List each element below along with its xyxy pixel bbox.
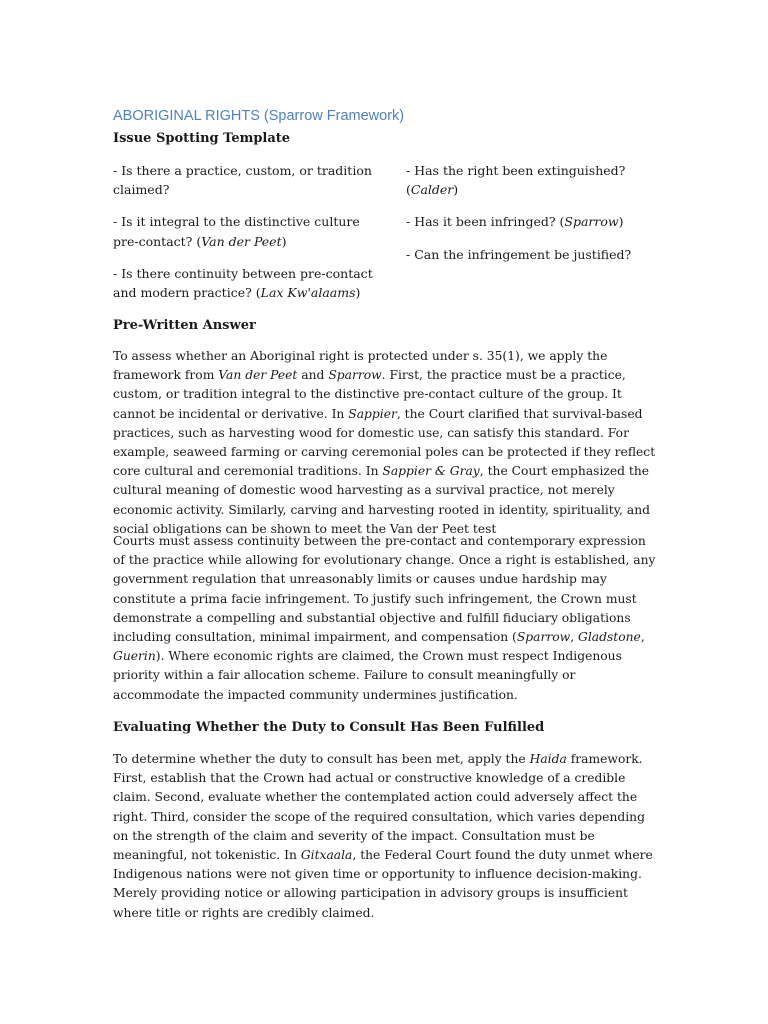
question-item: - Is it integral to the distinctive culture pre-contact? (Van der Peet) bbox=[113, 214, 360, 249]
paragraph-duty-to-consult: To determine whether the duty to consult has been met, apply the Haida framework. First, establish that the Crown had actual or constructive knowledge of a credible claim. Second, evaluate whether the contemplated action could adversely affect the right. Third, consider the scope of the required consultation, which varies depending on the strength of the claim and severity of the impact. Consultation must be meaningful, not tokenistic. In Gitxaala, the Federal Court found the duty unmet where Indigenous nations were not given time or opportunity to influence decision-making. Merely providing notice or allowing participation in advisory groups is insufficient where title or rights are credibly claimed. bbox=[113, 752, 653, 920]
section-heading-prewritten: Pre-Written Answer bbox=[113, 318, 256, 333]
question-item: - Is there continuity between pre-contact and modern practice? (Lax Kw'alaams) bbox=[113, 265, 373, 301]
questions-left-column bbox=[113, 161, 378, 315]
question-item: - Is there a practice, custom, or tradition claimed? bbox=[113, 163, 372, 198]
question-item: - Can the infringement be justified? bbox=[406, 246, 632, 262]
questions-right-column bbox=[406, 161, 676, 277]
document-subtitle: Issue Spotting Template bbox=[113, 131, 291, 146]
paragraph-framework: To assess whether an Aboriginal right is protected under s. 35(1), we apply the framework from Van der Peet and Sparrow. First, the practice must be a practice, custom, or tradition integral to the distinctive pre-contact culture of the group. It cannot be incidental or derivative. In Sappier, the Court clarified that survival-based practices, such as harvesting wood for domestic use, can satisfy this standard. For example, seaweed farming or carving ceremonial poles can be protected if they reflect core cultural and ceremonial traditions. In Sappier & Gray, the Court emphasized the cultural meaning of domestic wood harvesting as a survival practice, not merely economic activity. Similarly, carving and harvesting rooted in identity, spirituality, and social obligations can be shown to meet the Van der Peet test bbox=[113, 349, 656, 536]
question-item: - Has the right been extinguished? (Calder) bbox=[406, 163, 626, 198]
paragraph-continuity: Courts must assess continuity between the pre-contact and contemporary expression of the practice while allowing for evolutionary change. Once a right is established, any government regulation that unreasonably limits or causes undue hardship may constitute a prima facie infringement. To justify such infringement, the Crown must demonstrate a compelling and substantial objective and fulfill fiduciary obligations including consultation, minimal impairment, and compensation (Sparrow, Gladstone, Guerin). Where economic rights are claimed, the Crown must respect Indigenous priority within a fair allocation scheme. Failure to consult meaningfully or accommodate the impacted community undermines justification. bbox=[113, 534, 656, 702]
question-item: - Has it been infringed? (Sparrow) bbox=[406, 214, 624, 230]
document-title: ABORIGINAL RIGHTS (Sparrow Framework) bbox=[113, 108, 405, 124]
section-heading-consult: Evaluating Whether the Duty to Consult Has Been Fulfilled bbox=[113, 720, 545, 735]
